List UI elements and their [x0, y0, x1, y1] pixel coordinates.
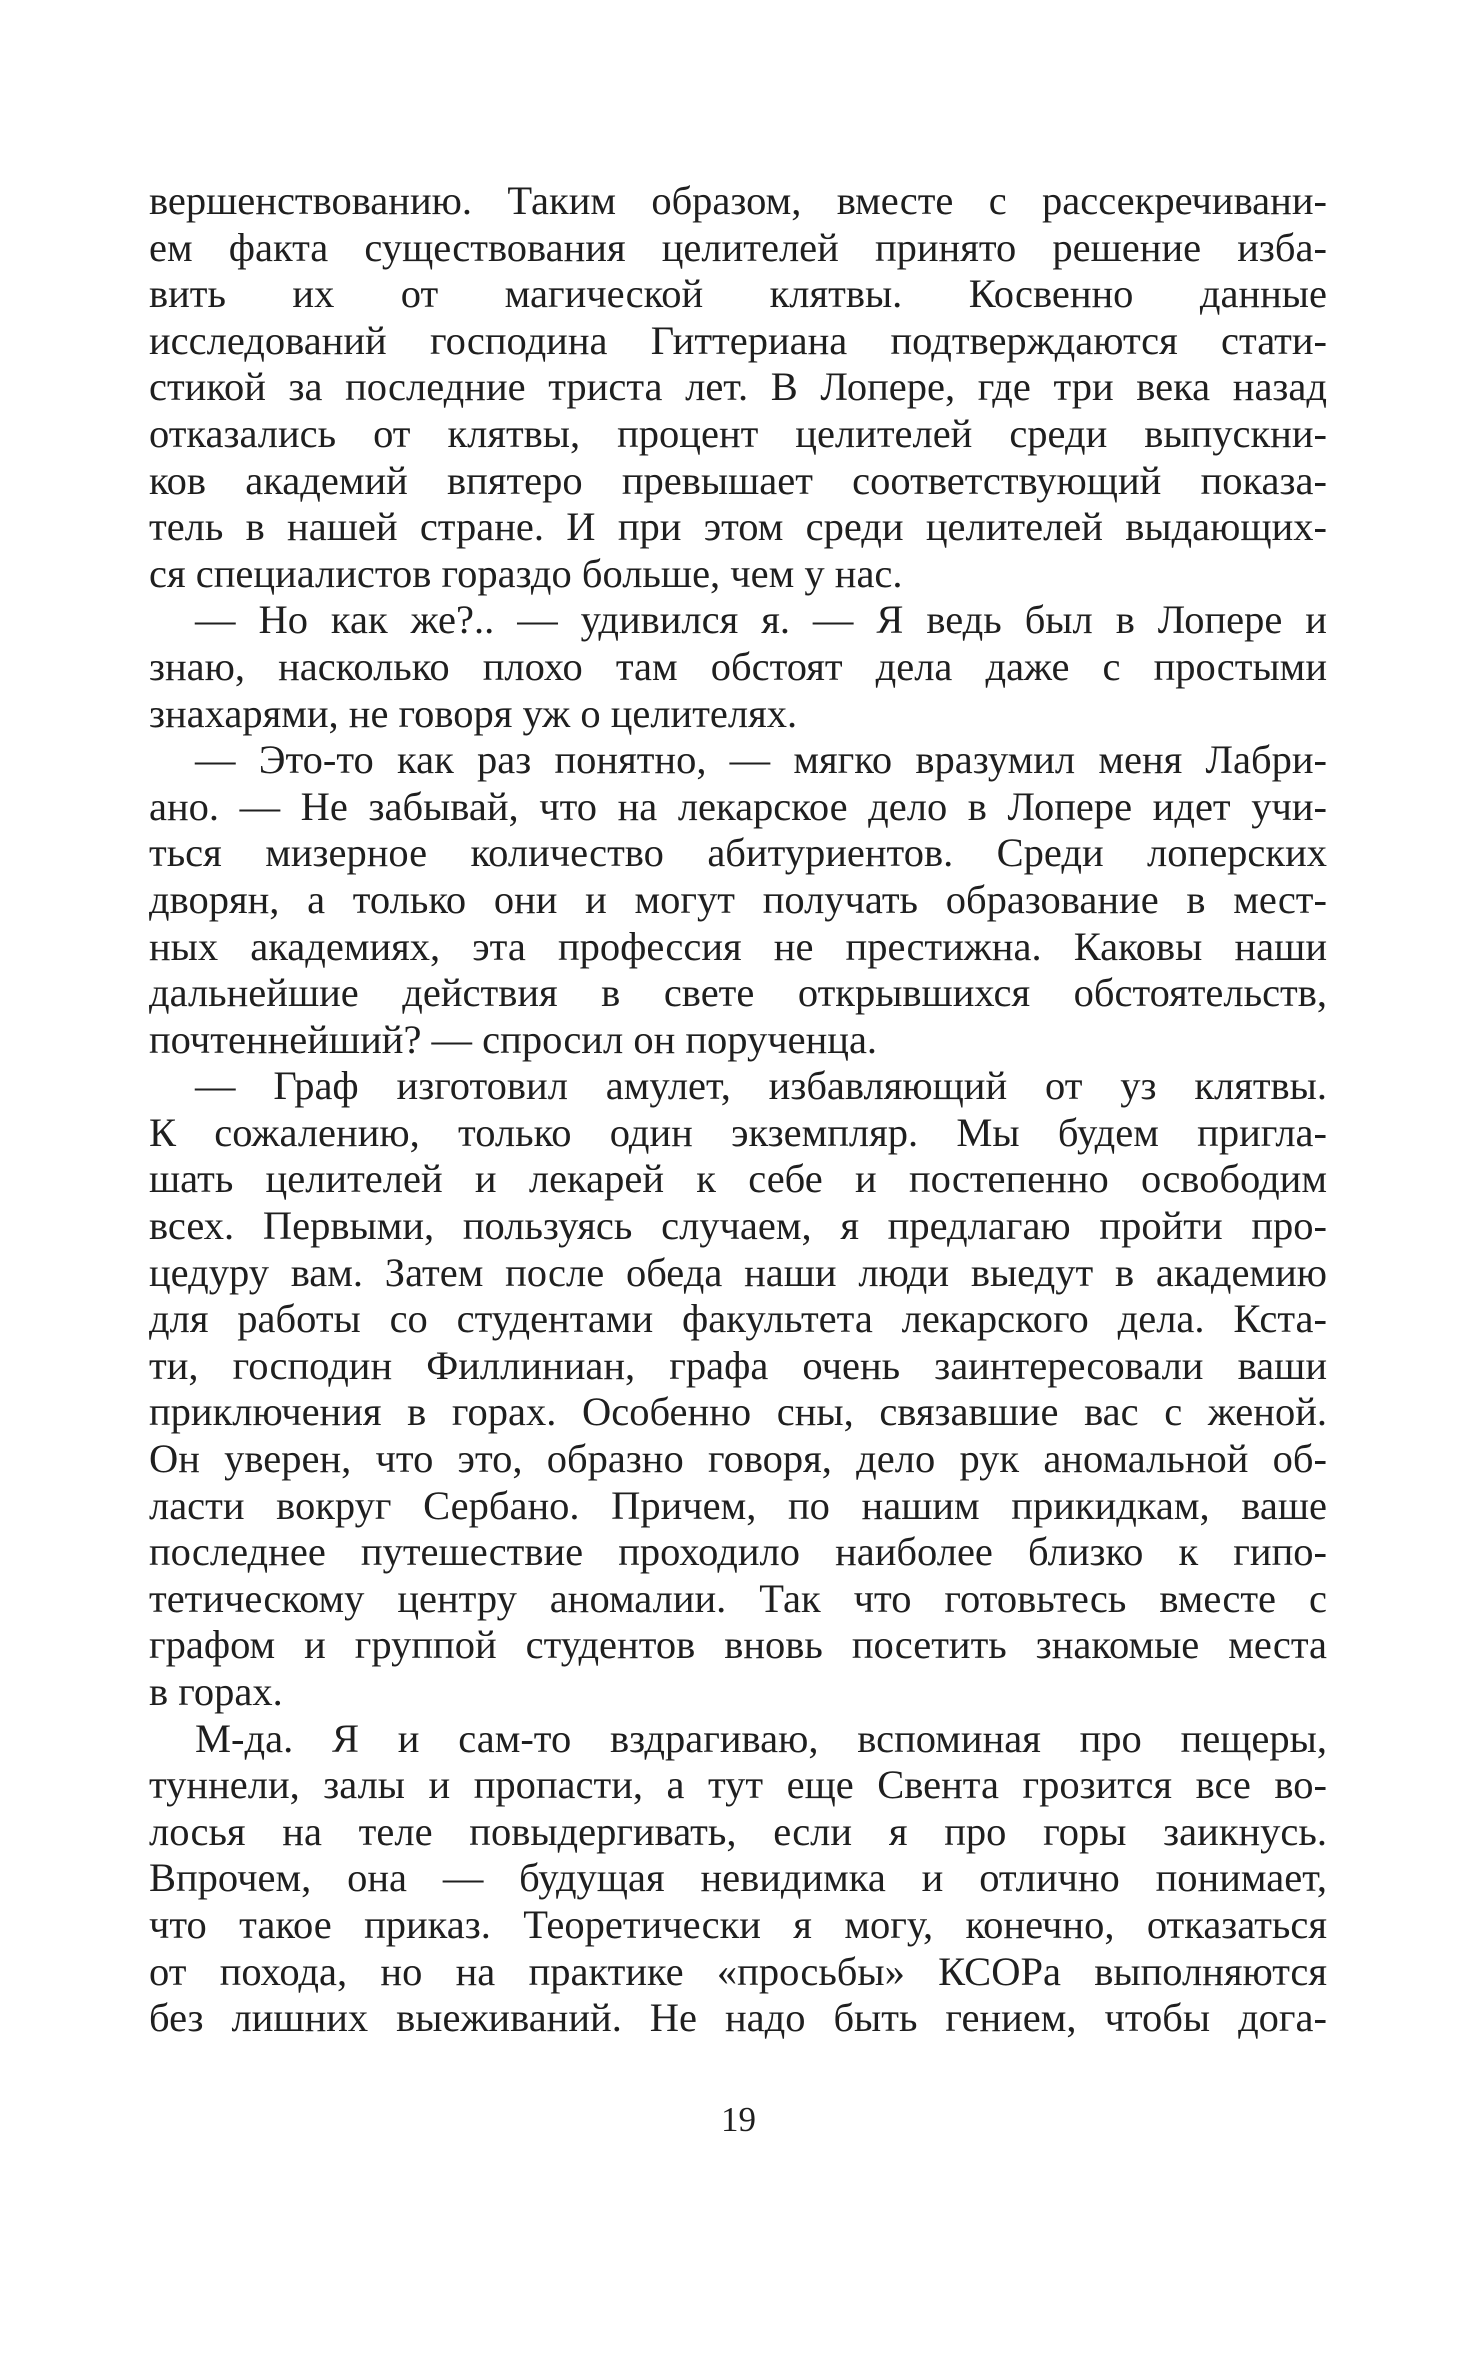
text-line: последнее путешествие проходило наиболее близко к гипо- — [149, 1529, 1327, 1575]
text-line: — Это-то как раз понятно, — мягко вразумил меня Лабри- — [195, 737, 1327, 783]
text-line: графом и группой студентов вновь посетить знакомые места — [149, 1622, 1327, 1668]
text-line: отказались от клятвы, процент целителей среди выпускни- — [149, 410, 1327, 456]
text-line: вить их от магической клятвы. Косвенно данные — [149, 271, 1327, 317]
text-line: ться мизерное количество абитуриентов. Среди лоперских — [149, 830, 1327, 876]
text-line: всех. Первыми, пользуясь случаем, я предлагаю пройти про- — [149, 1203, 1327, 1249]
text-line: знаю, насколько плохо там обстоят дела даже с простыми — [149, 643, 1327, 689]
text-line: ано. — Не забывай, что на лекарское дело в Лопере идет учи- — [149, 783, 1327, 829]
text-line: дворян, а только они и могут получать образование в мест- — [149, 876, 1327, 922]
text-line: туннели, залы и пропасти, а тут еще Свента грозится все во- — [149, 1762, 1327, 1808]
text-line: ем факта существования целителей принято решение изба- — [149, 224, 1327, 270]
text-line: ных академиях, эта профессия не престижна. Каковы наши — [149, 923, 1327, 969]
text-line: что такое приказ. Теоретически я могу, конечно, отказаться — [149, 1901, 1327, 1947]
text-line: М-да. Я и сам-то вздрагиваю, вспоминая про пещеры, — [195, 1715, 1327, 1761]
text-line: знахарями, не говоря уж о целителях. — [149, 690, 798, 736]
text-line: цедуру вам. Затем после обеда наши люди выедут в академию — [149, 1249, 1327, 1295]
text-line: дальнейшие действия в свете открывшихся обстоятельств, — [149, 970, 1327, 1016]
text-line: лосья на теле повыдергивать, если я про горы заикнусь. — [149, 1808, 1327, 1854]
text-line: ти, господин Филлиниан, графа очень заинтересовали ваши — [149, 1342, 1327, 1388]
text-line: приключения в горах. Особенно сны, связавшие вас с женой. — [149, 1389, 1327, 1435]
text-line: шать целителей и лекарей к себе и постепенно освободим — [149, 1156, 1327, 1202]
text-line: почтеннейший? — спросил он порученца. — [149, 1016, 878, 1062]
text-line: — Граф изготовил амулет, избавляющий от уз клятвы. — [195, 1063, 1327, 1109]
text-line: — Но как же?.. — удивился я. — Я ведь был в Лопере и — [195, 597, 1327, 643]
text-line: тель в нашей стране. И при этом среди целителей выдающих- — [149, 504, 1327, 550]
text-line: ласти вокруг Сербано. Причем, по нашим прикидкам, ваше — [149, 1482, 1327, 1528]
text-line: без лишних выеживаний. Не надо быть гением, чтобы дога- — [149, 1995, 1327, 2041]
text-line: от похода, но на практике «просьбы» КСОРа выполняются — [149, 1948, 1327, 1994]
text-line: Впрочем, она — будущая невидимка и отлично понимает, — [149, 1855, 1327, 1901]
text-line: для работы со студентами факультета лекарского дела. Кста- — [149, 1296, 1327, 1342]
text-line: вершенствованию. Таким образом, вместе с рассекречивани- — [149, 178, 1327, 223]
text-line: Он уверен, что это, образно говоря, дело рук аномальной об- — [149, 1436, 1327, 1482]
page-number: 19 — [721, 2100, 756, 2139]
text-line: тетическому центру аномалии. Так что готовьтесь вместе с — [149, 1575, 1327, 1621]
text-line: в горах. — [149, 1669, 283, 1714]
text-line: К сожалению, только один экземпляр. Мы будем пригла- — [149, 1109, 1327, 1155]
text-line: ся специалистов гораздо больше, чем у нас. — [149, 550, 903, 596]
text-line: стикой за последние триста лет. В Лопере, где три века назад — [149, 364, 1327, 410]
body-text — [149, 178, 1327, 2042]
text-line: ков академий впятеро превышает соответствующий показа- — [149, 457, 1327, 503]
text-line: исследований господина Гиттериана подтверждаются стати- — [149, 317, 1327, 363]
